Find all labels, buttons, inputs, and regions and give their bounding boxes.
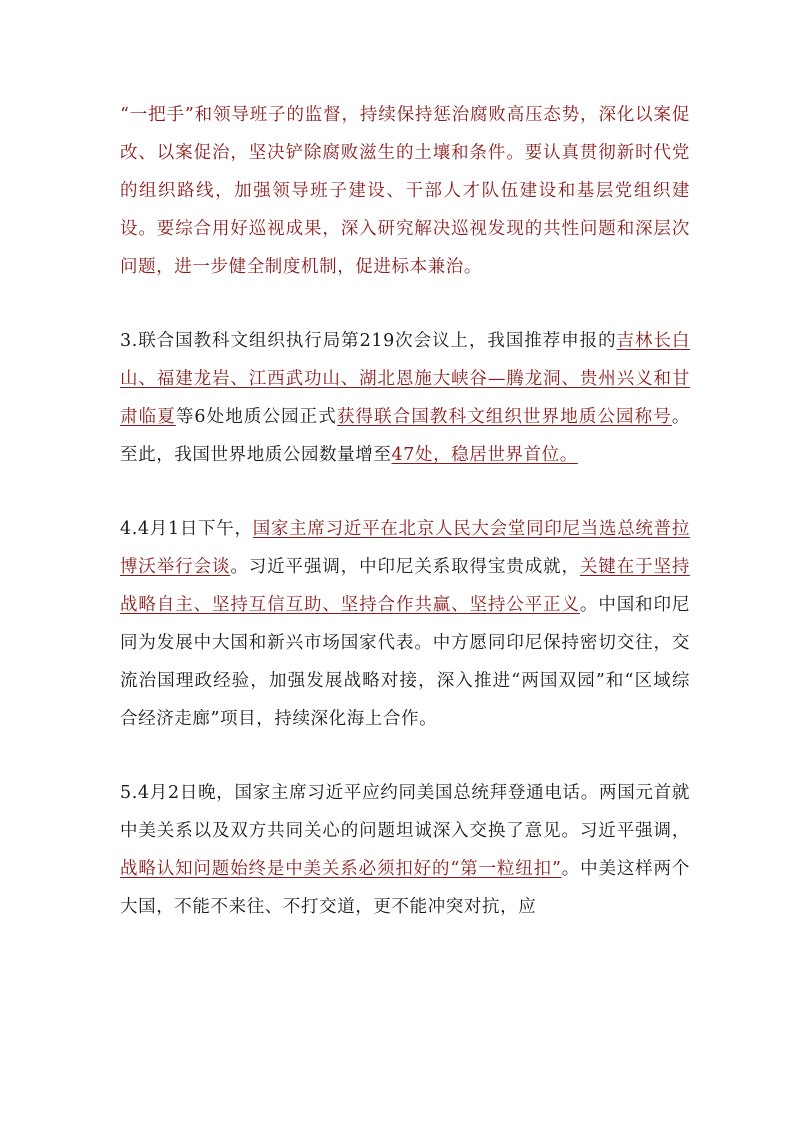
- paragraph: [120, 322, 690, 474]
- body-text: 中方愿同印尼保持密切交往，交流治国理政经验，加强发展战略对接，深入推进“两国双园”和“区域综合经济走廊”项目，持续深化海上合作。: [120, 633, 691, 729]
- paragraph: [120, 510, 690, 738]
- document-body: [120, 96, 690, 926]
- highlighted-underlined-text: 获得联合国教科文组织世界地质公园称号: [336, 407, 672, 427]
- body-text: 3.联合国教科文组织执行局第219次会议上，我国推荐申报的: [120, 331, 617, 351]
- body-text: 。至此，我国世界地质公园数量增至: [120, 407, 690, 465]
- paragraph: [120, 774, 690, 926]
- highlighted-underlined-text: 国家主席习近平在北京人民大会堂同印尼当选总统普拉博沃举行会谈: [120, 519, 690, 577]
- highlighted-underlined-text: 关键在于坚持战略自主、坚持互信互助、坚持合作共赢、坚持公平正义: [120, 557, 690, 615]
- highlighted-underlined-text: 吉林长白山、福建龙岩、江西武功山、湖北恩施大峡谷—腾龙洞、贵州兴义和甘肃临夏: [120, 331, 690, 427]
- body-text: 。习近平强调，中印尼关系取得宝贵成就，: [230, 557, 580, 577]
- body-text: 等6处地质公园正式: [175, 407, 337, 427]
- body-text: 4.4月1日下午，: [120, 519, 253, 539]
- highlighted-underlined-text: 战略认知问题始终是中美关系必须扣好的“第一粒纽扣”: [120, 859, 562, 879]
- paragraph: [120, 96, 690, 286]
- highlighted-text: “一把手”和领导班子的监督，持续保持惩治腐败高压态势，深化以案促改、以案促治，坚决铲除腐败滋生的土壤和条件。要认真贯彻新时代党的组织路线，加强领导班子建设、干部人才队伍建设和基层党组织建设。要综合用好巡视成果，深入研究解决巡视发现的共性问题和深层次问题，进一步健全制度机制，促进标本兼治。: [120, 105, 690, 277]
- body-text: 。中美这样两个大国，不能不来往、不打交道，更不能冲突对抗，应: [120, 859, 690, 917]
- body-text: 5.4月2日晚，国家主席习近平应约同美国总统拜登通电话。两国元首就中美关系以及双方共同关心的问题坦诚深入交换了意见。习近平强调，: [120, 783, 690, 841]
- body-text: 。中国和印尼同为发展中大国和新兴市场国家代表。: [120, 595, 691, 653]
- highlighted-underlined-text: 47处，稳居世界首位。: [391, 445, 578, 465]
